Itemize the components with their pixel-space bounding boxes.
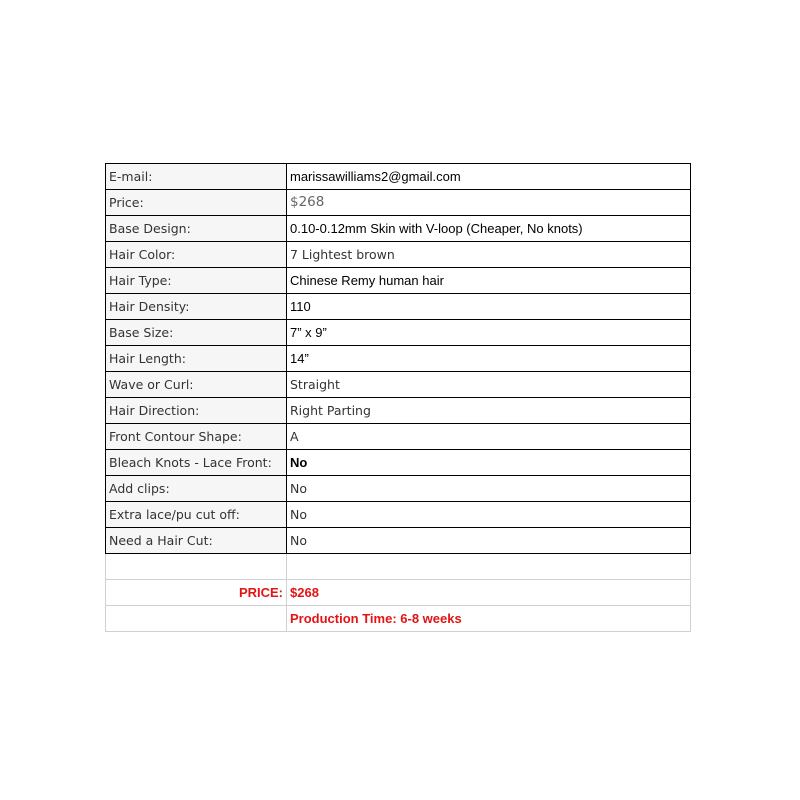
hair-cut-value: No	[287, 528, 691, 554]
hair-density-label: Hair Density:	[106, 294, 287, 320]
total-price-value: $268	[287, 580, 691, 606]
base-design-row	[106, 216, 691, 242]
add-clips-label: Add clips:	[106, 476, 287, 502]
front-contour-label: Front Contour Shape:	[106, 424, 287, 450]
hair-cut-label: Need a Hair Cut:	[106, 528, 287, 554]
add-clips-row	[106, 476, 691, 502]
hair-density-value: 110	[287, 294, 691, 320]
hair-density-row	[106, 294, 691, 320]
production-time-row	[106, 606, 691, 632]
production-time-empty-cell	[106, 606, 287, 632]
front-contour-row	[106, 424, 691, 450]
hair-type-row	[106, 268, 691, 294]
hair-type-value: Chinese Remy human hair	[287, 268, 691, 294]
hair-color-value: 7 Lightest brown	[287, 242, 691, 268]
price-value: $268	[287, 190, 691, 216]
price-label: Price:	[106, 190, 287, 216]
hair-direction-value: Right Parting	[287, 398, 691, 424]
hair-length-row	[106, 346, 691, 372]
hair-color-label: Hair Color:	[106, 242, 287, 268]
hair-cut-row	[106, 528, 691, 554]
hair-color-row	[106, 242, 691, 268]
order-details-table	[105, 163, 691, 632]
front-contour-value: A	[287, 424, 691, 450]
base-size-row	[106, 320, 691, 346]
email-label: E-mail:	[106, 164, 287, 190]
spacer-cell-right	[287, 554, 691, 580]
bleach-knots-value: No	[287, 450, 691, 476]
spacer-cell-left	[106, 554, 287, 580]
base-design-label: Base Design:	[106, 216, 287, 242]
total-price-label: PRICE:	[106, 580, 287, 606]
hair-length-value: 14”	[287, 346, 691, 372]
base-size-value: 7” x 9”	[287, 320, 691, 346]
wave-curl-row	[106, 372, 691, 398]
hair-direction-row	[106, 398, 691, 424]
email-value: marissawilliams2@gmail.com	[287, 164, 691, 190]
bleach-knots-label: Bleach Knots - Lace Front:	[106, 450, 287, 476]
spacer-row	[106, 554, 691, 580]
bleach-knots-row	[106, 450, 691, 476]
hair-length-label: Hair Length:	[106, 346, 287, 372]
add-clips-value: No	[287, 476, 691, 502]
base-design-value: 0.10-0.12mm Skin with V-loop (Cheaper, No knots)	[287, 216, 691, 242]
wave-curl-value: Straight	[287, 372, 691, 398]
price-row	[106, 190, 691, 216]
total-price-row	[106, 580, 691, 606]
hair-type-label: Hair Type:	[106, 268, 287, 294]
extra-lace-value: No	[287, 502, 691, 528]
production-time-text: Production Time: 6-8 weeks	[287, 606, 691, 632]
extra-lace-label: Extra lace/pu cut off:	[106, 502, 287, 528]
hair-direction-label: Hair Direction:	[106, 398, 287, 424]
base-size-label: Base Size:	[106, 320, 287, 346]
email-row	[106, 164, 691, 190]
extra-lace-row	[106, 502, 691, 528]
wave-curl-label: Wave or Curl:	[106, 372, 287, 398]
